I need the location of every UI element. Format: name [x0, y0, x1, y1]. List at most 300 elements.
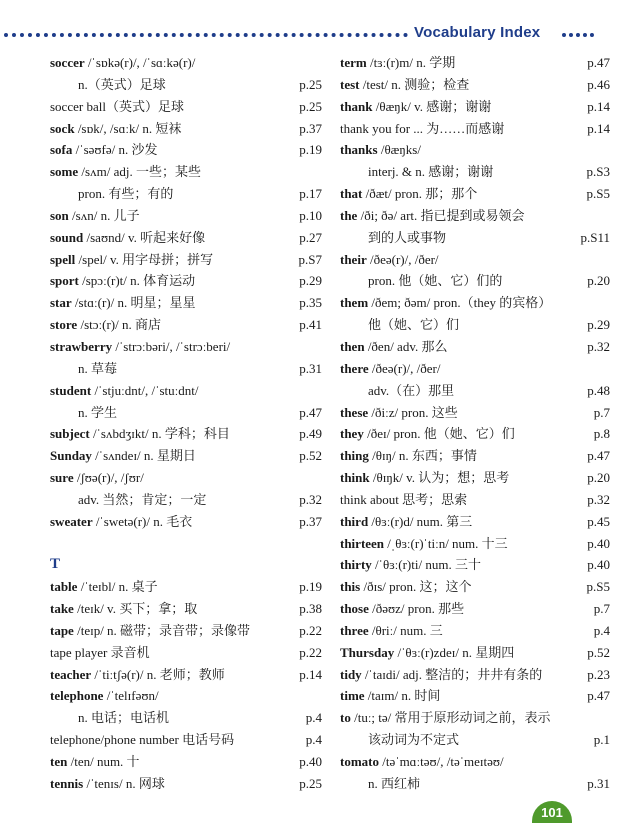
entry-text	[340, 620, 443, 642]
entry-headword: there	[340, 360, 369, 376]
entry-definition: /ˈtiːtʃə(r)/ n. 老师；教师	[91, 666, 225, 682]
index-entry	[340, 729, 610, 751]
index-entry	[340, 445, 610, 467]
index-entry	[340, 292, 610, 314]
entry-headword: third	[340, 513, 369, 529]
right-column	[340, 52, 610, 795]
entry-page-ref: p.31	[299, 360, 322, 376]
entry-page-ref: p.47	[299, 404, 322, 420]
entry-page-ref: p.17	[299, 186, 322, 202]
index-entry	[50, 139, 322, 161]
index-entry	[340, 270, 610, 292]
entry-text	[50, 52, 195, 74]
entry-definition: n. 电话；电话机	[78, 710, 170, 726]
entry-headword: think	[340, 470, 370, 486]
section-spacer	[50, 533, 322, 555]
entry-headword: some	[50, 164, 79, 180]
section-letter-text: T	[50, 556, 61, 573]
entry-text	[340, 292, 551, 314]
entry-definition: /ˈstjuːdnt/, /ˈstuːdnt/	[91, 382, 199, 398]
entry-text	[50, 205, 140, 227]
index-entry	[50, 183, 322, 205]
entry-text	[340, 96, 491, 118]
entry-page-ref: p.32	[299, 491, 322, 507]
entry-page-ref: p.32	[587, 491, 610, 507]
index-entry	[50, 751, 322, 773]
entry-definition: 该动词为不定式	[368, 732, 460, 748]
entry-definition: /ðeə(r)/, /ðer/	[366, 251, 439, 267]
index-entry	[50, 402, 322, 424]
entry-definition: interj. & n. 感谢；谢谢	[368, 164, 494, 180]
entry-text	[50, 227, 205, 249]
entry-headword: sock	[50, 120, 75, 136]
entry-definition: /təˈmɑːtəʊ/, /təˈmeɪtəʊ/	[379, 754, 504, 769]
entry-text	[50, 423, 230, 445]
entry-text	[50, 773, 165, 795]
header-dots-left	[4, 33, 408, 37]
index-entry	[340, 52, 610, 74]
entry-headword: that	[340, 186, 363, 202]
entry-definition: n. 学生	[78, 404, 118, 420]
index-entry	[50, 773, 322, 795]
entry-definition: /teɪp/ n. 磁带；录音带；录像带	[73, 622, 251, 638]
index-entry	[340, 161, 610, 183]
entry-definition: tape player 录音机	[50, 644, 150, 660]
entry-definition: /ˈθɜː(r)ti/ num. 三十	[371, 557, 481, 573]
index-entry	[50, 358, 322, 380]
entry-definition: /ˈtenɪs/ n. 网球	[83, 775, 165, 791]
entry-page-ref: p.25	[299, 98, 322, 114]
entry-page-ref: p.29	[587, 317, 610, 333]
entry-definition: pron. 他（她、它）们的	[368, 273, 503, 289]
entry-definition: n.（英式）足球	[78, 76, 166, 92]
entry-headword: these	[340, 404, 369, 420]
index-entry	[340, 664, 610, 686]
entry-definition: /ðɪs/ pron. 这；这个	[360, 579, 472, 595]
entry-headword: sure	[50, 470, 74, 486]
index-entry	[50, 642, 322, 664]
entry-headword: sweater	[50, 513, 93, 529]
entry-page-ref: p.7	[593, 601, 610, 617]
entry-definition: /sʌn/ n. 儿子	[68, 207, 140, 223]
entry-page-ref: p.52	[299, 448, 322, 464]
entry-page-ref: p.S7	[298, 251, 322, 267]
index-entry	[50, 707, 322, 729]
index-entry	[50, 249, 322, 271]
index-entry	[50, 685, 322, 707]
entry-text	[50, 751, 140, 773]
entry-definition: /θriː/ num. 三	[368, 622, 443, 638]
entry-headword: thirty	[340, 557, 372, 573]
entry-page-ref: p.7	[593, 404, 610, 420]
entry-text	[50, 96, 184, 118]
entry-page-ref: p.27	[299, 229, 322, 245]
index-entry	[340, 511, 610, 533]
index-entry	[340, 227, 610, 249]
entry-text	[340, 118, 504, 140]
entry-page-ref: p.19	[299, 142, 322, 158]
entry-text	[50, 685, 159, 707]
entry-page-ref: p.8	[593, 426, 610, 442]
entry-definition: /ˌθɜː(r)ˈtiːn/ num. 十三	[384, 535, 508, 551]
entry-headword: ten	[50, 754, 68, 769]
entry-page-ref: p.23	[587, 666, 610, 682]
entry-definition: /stɔː(r)/ n. 商店	[77, 317, 161, 333]
index-entry	[50, 96, 322, 118]
entry-headword: the	[340, 207, 358, 223]
entry-page-ref: p.S11	[580, 229, 610, 245]
entry-definition: /ðen/ adv. 那么	[364, 338, 448, 354]
entry-page-ref: p.4	[593, 622, 610, 638]
entry-headword: then	[340, 338, 365, 354]
entry-page-ref: p.S5	[586, 579, 610, 595]
entry-text	[340, 205, 525, 227]
entry-text	[50, 118, 181, 140]
entry-definition: /ˈtelɪfəʊn/	[103, 688, 159, 704]
entry-headword: sound	[50, 229, 84, 245]
entry-text	[50, 314, 161, 336]
entry-text	[50, 161, 201, 183]
entry-page-ref: p.22	[299, 622, 322, 638]
entry-page-ref: p.4	[305, 732, 322, 748]
entry-page-ref: p.S3	[586, 164, 610, 180]
page-number-badge: 101	[532, 801, 572, 823]
entry-headword: term	[340, 55, 367, 70]
entry-page-ref: p.14	[587, 120, 610, 136]
entry-headword: teacher	[50, 666, 92, 682]
entry-definition: /θɪŋ/ n. 东西；事情	[368, 448, 477, 464]
entry-page-ref: p.47	[587, 448, 610, 464]
entry-definition: /ten/ num. 十	[67, 754, 140, 769]
entry-text	[368, 270, 502, 292]
entry-text	[340, 139, 421, 161]
section-letter	[50, 554, 322, 576]
index-entry	[340, 118, 610, 140]
entry-headword: soccer	[50, 55, 85, 70]
header-dots-right	[562, 33, 594, 37]
entry-text	[340, 467, 509, 489]
entry-definition: /ðæt/ pron. 那；那个	[362, 186, 478, 202]
index-entry	[340, 467, 610, 489]
entry-page-ref: p.20	[587, 273, 610, 289]
entry-headword: tape	[50, 622, 74, 638]
entry-definition: think about 思考；思索	[340, 491, 468, 507]
entry-definition: /ðəʊz/ pron. 那些	[368, 601, 465, 617]
entry-definition: thank you for ... 为……而感谢	[340, 120, 505, 136]
entry-text	[50, 139, 158, 161]
index-entry	[340, 314, 610, 336]
entry-text	[340, 402, 458, 424]
entry-text	[368, 161, 493, 183]
entry-definition: /test/ n. 测验；检查	[359, 76, 470, 92]
index-entry	[50, 576, 322, 598]
index-entry	[50, 205, 322, 227]
entry-definition: /θɜː(r)d/ num. 第三	[368, 513, 473, 529]
entry-definition: /taɪm/ n. 时间	[364, 688, 441, 704]
entry-page-ref: p.14	[587, 98, 610, 114]
entry-definition: telephone/phone number 电话号码	[50, 732, 235, 748]
entry-definition: soccer ball（英式）足球	[50, 98, 184, 114]
entry-headword: thing	[340, 448, 369, 464]
entry-definition: /ˈswetə(r)/ n. 毛衣	[92, 513, 193, 529]
entry-definition: /ði; ðə/ art. 指已提到或易领会	[357, 207, 525, 223]
entry-text	[340, 423, 515, 445]
index-entry	[50, 664, 322, 686]
entry-text	[340, 685, 440, 707]
entry-text	[340, 664, 542, 686]
entry-page-ref: p.25	[299, 775, 322, 791]
entry-headword: this	[340, 579, 361, 595]
index-entry	[340, 773, 610, 795]
entry-definition: /sɒk/, /sɑːk/ n. 短袜	[74, 120, 182, 136]
entry-text	[340, 642, 514, 664]
index-entry	[50, 292, 322, 314]
entry-definition: /ðiːz/ pron. 这些	[368, 404, 458, 420]
entry-headword: son	[50, 207, 69, 223]
index-entry	[340, 423, 610, 445]
page-header	[0, 24, 640, 44]
entry-headword: strawberry	[50, 338, 113, 354]
entry-headword: tidy	[340, 666, 362, 682]
index-entry	[340, 380, 610, 402]
entry-text	[50, 729, 234, 751]
entry-definition: /spɔː(r)t/ n. 体育运动	[78, 273, 196, 289]
entry-definition: /saʊnd/ v. 听起来好像	[83, 229, 206, 245]
index-entry	[340, 489, 610, 511]
index-entry	[340, 358, 610, 380]
entry-definition: /θæŋk/ v. 感谢；谢谢	[372, 98, 492, 114]
index-entry	[50, 445, 322, 467]
entry-definition: /ˈθɜː(r)zdeɪ/ n. 星期四	[394, 644, 515, 660]
entry-page-ref: p.40	[299, 754, 322, 769]
index-entry	[340, 183, 610, 205]
index-entry	[50, 227, 322, 249]
entry-text	[50, 445, 196, 467]
entry-headword: subject	[50, 426, 90, 442]
entry-text	[340, 358, 440, 380]
entry-definition: /tuː; tə/ 常用于原形动词之前，表示	[350, 710, 551, 726]
entry-definition: pron. 有些；有的	[78, 186, 174, 202]
entry-page-ref: p.10	[299, 207, 322, 223]
entry-text	[78, 402, 117, 424]
index-entry	[50, 270, 322, 292]
index-entry	[340, 751, 610, 773]
entry-text	[340, 489, 467, 511]
entry-page-ref: p.45	[587, 513, 610, 529]
entry-definition: adv.（在）那里	[368, 382, 455, 398]
index-entry	[50, 423, 322, 445]
entry-headword: take	[50, 601, 74, 617]
entry-page-ref: p.25	[299, 76, 322, 92]
entry-page-ref: p.38	[299, 601, 322, 617]
entry-text	[340, 74, 469, 96]
index-entry	[340, 576, 610, 598]
index-entry	[50, 52, 322, 74]
index-entry	[340, 402, 610, 424]
entry-text	[50, 642, 150, 664]
entry-text	[50, 336, 230, 358]
entry-text	[340, 511, 472, 533]
page-title: Vocabulary Index	[414, 24, 541, 41]
index-entry	[50, 489, 322, 511]
entry-headword: sport	[50, 273, 79, 289]
entry-text	[340, 598, 464, 620]
entry-page-ref: p.49	[299, 426, 322, 442]
entry-definition: /ʃʊə(r)/, /ʃʊr/	[73, 470, 144, 486]
entry-page-ref: p.46	[587, 76, 610, 92]
index-entry	[340, 598, 610, 620]
entry-text	[340, 445, 477, 467]
index-entry	[50, 620, 322, 642]
index-entry	[50, 467, 322, 489]
index-entry	[50, 729, 322, 751]
entry-headword: time	[340, 688, 365, 704]
entry-text	[78, 489, 206, 511]
index-entry	[50, 380, 322, 402]
entry-page-ref: p.37	[299, 513, 322, 529]
entry-headword: they	[340, 426, 364, 442]
entry-headword: thirteen	[340, 535, 385, 551]
entry-text	[50, 664, 225, 686]
entry-definition: n. 西红柿	[368, 775, 421, 791]
entry-text	[368, 314, 459, 336]
entry-page-ref: p.22	[299, 644, 322, 660]
entry-text	[368, 380, 454, 402]
entry-page-ref: p.35	[299, 295, 322, 311]
entry-page-ref: p.37	[299, 120, 322, 136]
entry-definition: 到的人或事物	[368, 229, 447, 245]
entry-text	[340, 554, 481, 576]
entry-headword: their	[340, 251, 367, 267]
entry-text	[340, 751, 504, 773]
entry-page-ref: p.19	[299, 579, 322, 595]
entry-text	[340, 336, 447, 358]
index-entry	[340, 139, 610, 161]
entry-headword: telephone	[50, 688, 104, 704]
entry-definition: /tɜː(r)m/ n. 学期	[366, 55, 456, 70]
entry-definition: /teɪk/ v. 买下；拿；取	[73, 601, 198, 617]
entry-headword: three	[340, 622, 369, 638]
entry-text	[340, 249, 439, 271]
entry-headword: star	[50, 295, 72, 311]
entry-page-ref: p.40	[587, 557, 610, 573]
entry-text	[50, 511, 192, 533]
entry-text	[50, 270, 195, 292]
entry-text	[78, 74, 166, 96]
index-entry	[50, 511, 322, 533]
entry-definition: /ˈsʌbdʒɪkt/ n. 学科；科目	[89, 426, 230, 442]
entry-text	[340, 52, 455, 74]
entry-definition: /ˈstrɔːbəri/, /ˈstrɔːberi/	[112, 338, 231, 354]
entry-text	[50, 576, 158, 598]
index-entry	[50, 161, 322, 183]
entry-headword: Thursday	[340, 644, 395, 660]
index-entry	[50, 118, 322, 140]
entry-text	[78, 358, 117, 380]
entry-text	[78, 183, 173, 205]
index-entry	[50, 598, 322, 620]
entry-page-ref: p.32	[587, 338, 610, 354]
entry-definition: n. 草莓	[78, 360, 118, 376]
entry-headword: those	[340, 601, 369, 617]
entry-definition: /stɑː(r)/ n. 明星；星星	[71, 295, 196, 311]
entry-page-ref: p.47	[587, 55, 610, 70]
index-entry	[340, 554, 610, 576]
entry-headword: store	[50, 317, 78, 333]
entry-page-ref: p.47	[587, 688, 610, 704]
entry-definition: 他（她、它）们	[368, 317, 460, 333]
left-column	[50, 52, 322, 795]
entry-page-ref: p.4	[305, 710, 322, 726]
entry-page-ref: p.31	[587, 775, 610, 791]
entry-headword: to	[340, 710, 351, 726]
entry-definition: /θæŋks/	[377, 142, 421, 158]
entry-headword: thank	[340, 98, 373, 114]
entry-definition: /ðem; ðəm/ pron.（they 的宾格）	[368, 295, 552, 311]
index-entry	[50, 336, 322, 358]
index-entry	[50, 74, 322, 96]
entry-headword: student	[50, 382, 92, 398]
entry-headword: tomato	[340, 754, 379, 769]
index-entry	[340, 685, 610, 707]
entry-text	[50, 292, 195, 314]
entry-text	[340, 183, 477, 205]
entry-definition: /θɪŋk/ v. 认为；想；思考	[369, 470, 510, 486]
entry-page-ref: p.40	[587, 535, 610, 551]
index-entry	[340, 249, 610, 271]
entry-page-ref: p.41	[299, 317, 322, 333]
entry-text	[368, 227, 446, 249]
entry-text	[50, 380, 198, 402]
entry-definition: /ðeə(r)/, /ðer/	[368, 360, 441, 376]
index-entry	[340, 707, 610, 729]
index-entry	[340, 336, 610, 358]
entry-definition: /sʌm/ adj. 一些；某些	[78, 164, 201, 180]
index-entry	[340, 205, 610, 227]
entry-text	[50, 598, 197, 620]
entry-definition: /ˈteɪbl/ n. 桌子	[77, 579, 158, 595]
entry-headword: thanks	[340, 142, 378, 158]
entry-headword: test	[340, 76, 360, 92]
entry-headword: them	[340, 295, 369, 311]
entry-definition: /ˈsɒkə(r)/, /ˈsɑːkə(r)/	[84, 55, 196, 70]
entry-definition: /ðeɪ/ pron. 他（她、它）们	[363, 426, 515, 442]
entry-definition: /spel/ v. 用字母拼；拼写	[75, 251, 214, 267]
entry-page-ref: p.S5	[586, 186, 610, 202]
entry-text	[78, 707, 169, 729]
entry-text	[368, 773, 420, 795]
entry-definition: /ˈsəʊfə/ n. 沙发	[72, 142, 158, 158]
entry-text	[50, 249, 213, 271]
entry-page-ref: p.29	[299, 273, 322, 289]
index-entry	[50, 314, 322, 336]
entry-headword: table	[50, 579, 78, 595]
entry-text	[50, 620, 250, 642]
index-entry	[340, 620, 610, 642]
entry-definition: /ˈsʌndeɪ/ n. 星期日	[91, 448, 196, 464]
entry-definition: /ˈtaɪdi/ adj. 整洁的；井井有条的	[361, 666, 543, 682]
entry-text	[340, 707, 551, 729]
entry-text	[340, 533, 508, 555]
entry-text	[50, 467, 144, 489]
index-entry	[340, 533, 610, 555]
entry-page-ref: p.52	[587, 644, 610, 660]
entry-headword: Sunday	[50, 448, 92, 464]
entry-text	[368, 729, 459, 751]
entry-headword: spell	[50, 251, 76, 267]
index-entry	[340, 74, 610, 96]
entry-page-ref: p.48	[587, 382, 610, 398]
